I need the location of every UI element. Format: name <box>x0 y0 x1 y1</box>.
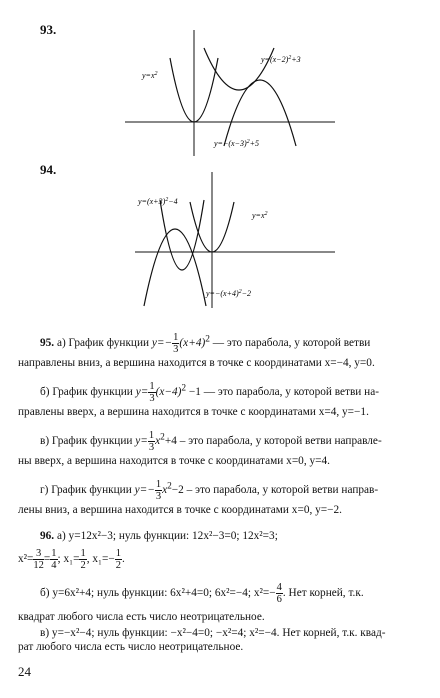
p95-c-line1: в) График функции y= $\frac{1}{3}$ $x^2+4$ – это парабола, у которой ветви направле- <box>40 430 382 453</box>
p96-b-line2: квадрат любого числа есть число неотрицательное. <box>18 611 265 623</box>
label-y-neg-x4-94: $y=-(x+4)^2-2$ <box>206 289 252 298</box>
label-y-x3-94: $y=(x+3)^2-4$ <box>138 197 178 206</box>
label-y-x2-94: $y=x^2$ <box>252 211 268 220</box>
graph-94 <box>130 170 340 310</box>
p96-c-line2: рат любого числа есть число неотрицательное. <box>18 641 244 653</box>
problem-94-number: 94. <box>40 162 57 177</box>
label-y-x2-93: $y=x^2$ <box>142 71 158 80</box>
problem-95-number: 95. <box>40 337 55 350</box>
fraction: $\frac{1}{3}$ <box>155 479 162 502</box>
fraction: $\frac{1}{3}$ <box>173 332 179 355</box>
fraction: $\frac{1}{3}$ <box>149 381 155 404</box>
p95-c-line2: ны вверх, а вершина находится в точке с координатами x=0, y=4. <box>18 455 330 467</box>
graph-93 <box>120 28 340 158</box>
p96-a-line1: 96. а) y=12x²−3; нуль функции: 12x²−3=0; 12x²=3; <box>40 530 278 542</box>
label-y-neg-x-3-93: $y=-(x-3)^2+5$ <box>214 139 260 148</box>
label-y-x-2-93: $y=(x-2)^2+3$ <box>261 55 301 64</box>
fraction: $\frac{1}{3}$ <box>148 430 155 453</box>
p95-a-line2: направлены вниз, а вершина находится в точке с координатами x=−4, y=0. <box>18 357 375 369</box>
p96-c-line1: в) y=−x²−4; нуль функции: −x²−4=0; −x²=4; x²=−4. Нет корней, т.к. квад- <box>40 627 386 639</box>
p96-a-line2: x²= $\frac{3}{12}$ = $\frac{1}{4}$ ; x₁= $\frac{1}{2}$ , x₁=− $\frac{1}{2}$ . <box>18 548 125 571</box>
p95-b-line1: б) График функции y= $\frac{1}{3}$ $(x-4)^2 -1$ — это парабола, у которой ветви на- <box>40 381 379 404</box>
p95-d-line1: г) График функции y=− $\frac{1}{3}$ $x^2-2$ – это парабола, у которой ветви направ- <box>40 479 379 502</box>
p95-b-line2: правлены вверх, а вершина находится в точке с координатами x=4, y=−1. <box>18 406 369 418</box>
p95-a-line1: 95. а) График функции y=− $\frac{1}{3}$ $(x+4)^2$ — это парабола, у которой ветви <box>40 332 371 355</box>
problem-93-number: 93. <box>40 22 57 37</box>
p96-b-line1: б) y=6x²+4; нуль функции: 6x²+4=0; 6x²=−4; x²=− $\frac{4}{6}$ . Нет корней, т.к. <box>40 582 364 605</box>
page-number: 24 <box>18 664 31 679</box>
p95-d-line2: лены вниз, а вершина находится в точке с координатами x=0, y=−2. <box>18 504 342 516</box>
problem-96-number: 96. <box>40 530 55 542</box>
